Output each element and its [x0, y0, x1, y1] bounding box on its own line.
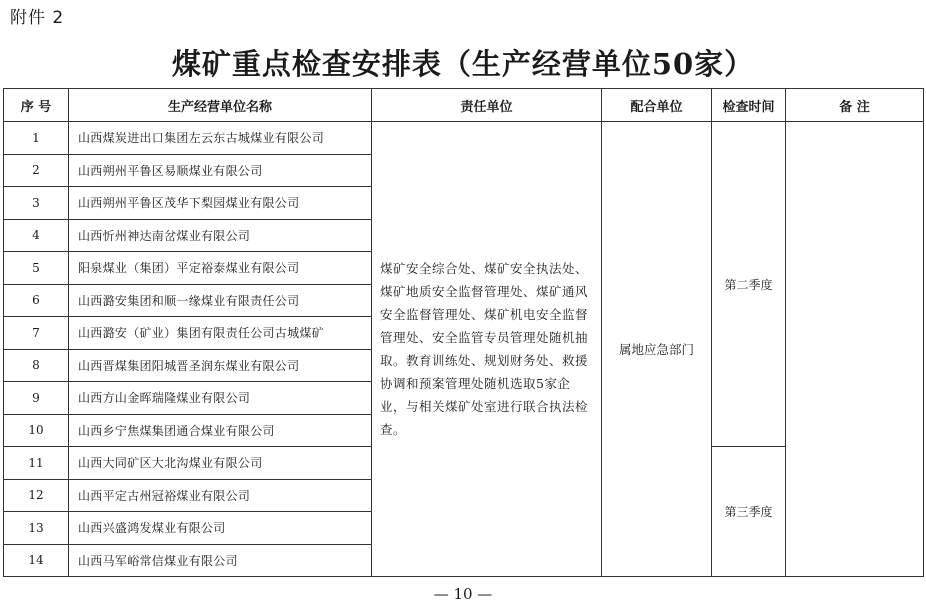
row-number: 7 [4, 317, 69, 350]
unit-name: 山西乡宁焦煤集团通合煤业有限公司 [69, 414, 372, 447]
unit-name: 山西马军峪常信煤业有限公司 [69, 544, 372, 577]
table-row [4, 122, 924, 155]
inspection-schedule-table [3, 88, 924, 577]
unit-name: 山西朔州平鲁区茂华下梨园煤业有限公司 [69, 187, 372, 220]
row-number: 14 [4, 544, 69, 577]
header-unit: 生产经营单位名称 [69, 89, 372, 122]
header-cooperating: 配合单位 [602, 89, 712, 122]
header-time: 检查时间 [712, 89, 786, 122]
row-number: 6 [4, 284, 69, 317]
unit-name: 阳泉煤业（集团）平定裕泰煤业有限公司 [69, 252, 372, 285]
inspection-time-q3: 第三季度 [712, 447, 786, 577]
row-number: 10 [4, 414, 69, 447]
unit-name: 山西煤炭进出口集团左云东古城煤业有限公司 [69, 122, 372, 155]
unit-name: 山西平定古州冠裕煤业有限公司 [69, 479, 372, 512]
responsible-units: 煤矿安全综合处、煤矿安全执法处、煤矿地质安全监督管理处、煤矿通风安全监督管理处、煤矿机电安全监督管理处、安全监管专员管理处随机抽取。教育训练处、规划财务处、救援协调和预案管理处随机选取5家企业，与相关煤矿处室进行联合执法检查。 [372, 122, 602, 577]
unit-name: 山西朔州平鲁区易顺煤业有限公司 [69, 154, 372, 187]
row-number: 13 [4, 512, 69, 545]
row-number: 9 [4, 382, 69, 415]
unit-name: 山西方山金晖瑞隆煤业有限公司 [69, 382, 372, 415]
unit-name: 山西兴盛鸿发煤业有限公司 [69, 512, 372, 545]
attachment-label: 附件 2 [10, 8, 65, 28]
row-number: 1 [4, 122, 69, 155]
cooperating-unit: 属地应急部门 [602, 122, 712, 577]
header-notes: 备 注 [786, 89, 924, 122]
unit-name: 山西潞安（矿业）集团有限责任公司古城煤矿 [69, 317, 372, 350]
inspection-time-q2: 第二季度 [712, 122, 786, 447]
header-responsible: 责任单位 [372, 89, 602, 122]
header-seq: 序 号 [4, 89, 69, 122]
page-number: — 10 — [433, 585, 493, 603]
notes-cell [786, 122, 924, 577]
row-number: 5 [4, 252, 69, 285]
row-number: 4 [4, 219, 69, 252]
unit-name: 山西晋煤集团阳城晋圣润东煤业有限公司 [69, 349, 372, 382]
table-header-row [4, 89, 924, 122]
row-number: 11 [4, 447, 69, 480]
row-number: 8 [4, 349, 69, 382]
row-number: 2 [4, 154, 69, 187]
unit-name: 山西忻州神达南岔煤业有限公司 [69, 219, 372, 252]
unit-name: 山西大同矿区大北沟煤业有限公司 [69, 447, 372, 480]
unit-name: 山西潞安集团和顺一缘煤业有限责任公司 [69, 284, 372, 317]
row-number: 12 [4, 479, 69, 512]
row-number: 3 [4, 187, 69, 220]
page-title: 煤矿重点检查安排表（生产经营单位50家） [171, 47, 755, 81]
